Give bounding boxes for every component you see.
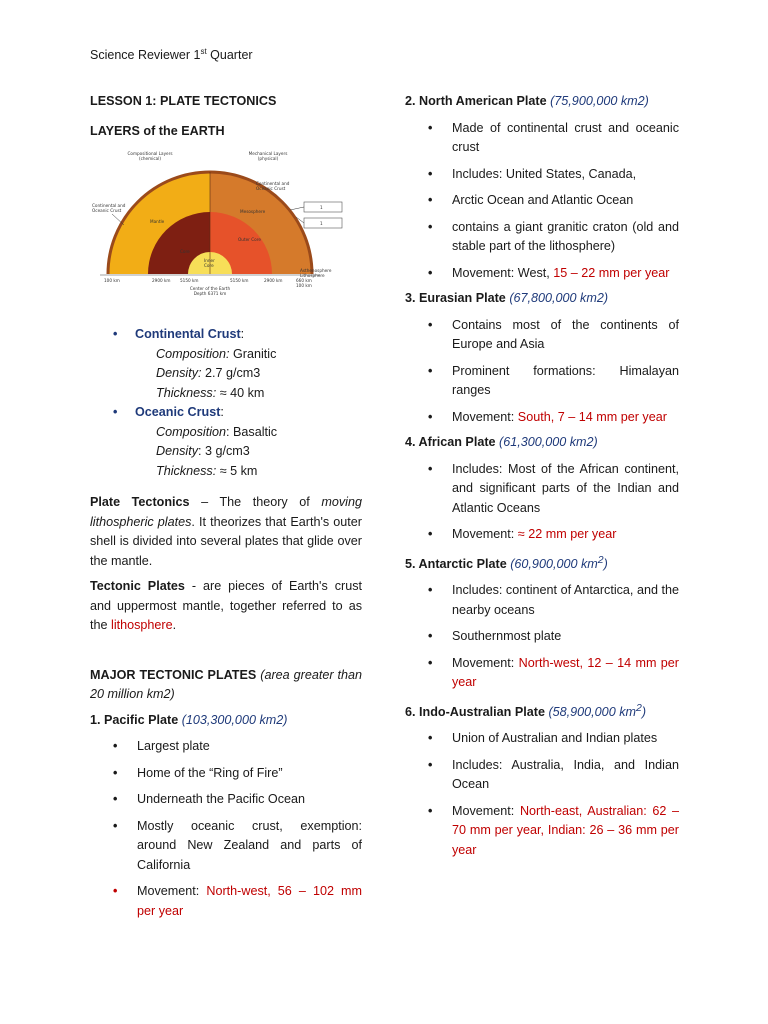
diagram-label-outer-core: Outer Core xyxy=(238,237,261,242)
diagram-label-core: Core xyxy=(180,249,190,254)
diagram-tick-2900: 2900 km xyxy=(152,278,171,283)
earth-layers-diagram xyxy=(90,147,362,323)
diagram-callout-box-1-text: 1 xyxy=(320,205,323,210)
list-item: • Includes: Most of the African continent, and significant parts of the Indian and Atlantic Oceans xyxy=(405,460,679,519)
diagram-tick-100: 100 km xyxy=(104,278,120,283)
left-column xyxy=(90,92,362,921)
pacific-plate-title: 1. Pacific Plate (103,300,000 km2) xyxy=(90,712,288,727)
diagram-label-compositional: Compositional Layers xyxy=(127,151,173,156)
list-item-movement: • Movement: North-west, 56 – 102 mm per year xyxy=(90,882,362,921)
diagram-tick-right-5150: 5150 km xyxy=(230,278,249,283)
list-item-movement: • Movement: South, 7 – 14 mm per year xyxy=(405,408,679,428)
indo-australian-plate-title: 6. Indo-Australian Plate (58,900,000 $km^2$) xyxy=(405,701,647,719)
list-item: • Mostly oceanic crust, exemption: around New Zealand and parts of California xyxy=(90,817,362,876)
african-plate-list xyxy=(405,460,679,545)
indo-australian-plate-list xyxy=(405,729,679,860)
oceanic-crust-details: Composition: Basaltic Density: 3 g/cm3 Thickness: ≈ 5 km xyxy=(156,424,278,478)
list-item-movement: • Movement: North-east, Australian: 62 – 70 mm per year, Indian: 26 – 36 mm per year xyxy=(405,802,679,861)
diagram-label-inner-core: Inner xyxy=(204,258,215,263)
list-item: • Includes: Australia, India, and Indian Ocean xyxy=(405,756,679,795)
diagram-label-mesosphere: Mesosphere xyxy=(240,209,266,214)
list-item: • Includes: United States, Canada, xyxy=(405,165,679,185)
continental-crust-details: Composition: Granitic Density: 2.7 g/cm3 Thickness: ≈ 40 km xyxy=(156,346,277,400)
list-item: • Largest plate xyxy=(90,737,362,757)
list-item-movement: • Movement: West, 15 – 22 mm per year xyxy=(405,264,679,284)
diagram-label-compositional-sub: (chemical) xyxy=(138,156,162,161)
diagram-label-asthenosphere: Asthenosphere xyxy=(300,268,332,273)
diagram-label-continental-right-2: Oceanic Crust xyxy=(256,186,286,191)
diagram-label-center-depth: Depth 6371 km xyxy=(193,291,227,296)
page-header: Science Reviewer 1st Quarter xyxy=(90,47,253,63)
list-item-movement: • Movement: North-west, 12 – 14 mm per year xyxy=(405,654,679,693)
list-item-movement: • Movement: ≈ 22 mm per year xyxy=(405,525,679,545)
oceanic-crust-list xyxy=(90,403,362,423)
diagram-callout-box-2 xyxy=(304,218,342,228)
diagram-callout-box-1 xyxy=(304,202,342,212)
eurasian-plate-title: 3. Eurasian Plate (67,800,000 km2) xyxy=(405,291,609,305)
list-item: • Contains most of the continents of Europe and Asia xyxy=(405,316,679,355)
diagram-label-mechanical: Mechanical Layers xyxy=(248,151,288,156)
list-item: • Made of continental crust and oceanic crust xyxy=(405,119,679,158)
antarctic-plate-title: 5. Antarctic Plate (60,900,000 $km^2$) xyxy=(405,553,608,571)
list-item: • Prominent formations: Himalayan ranges xyxy=(405,362,679,401)
antarctic-plate-list xyxy=(405,581,679,693)
lesson-title: LESSON 1: PLATE TECTONICS xyxy=(90,94,277,108)
diagram-tick-right-100: 100 km xyxy=(296,283,312,288)
diagram-label-center: Center of the Earth xyxy=(189,286,231,291)
african-plate-title: 4. African Plate (61,300,000 km2) xyxy=(405,435,598,449)
diagram-label-lithosphere: Lithosphere xyxy=(300,273,325,278)
continental-crust-item: • Continental Crust: xyxy=(90,325,362,345)
eurasian-plate-list xyxy=(405,316,679,428)
north-american-plate-title: 2. North American Plate (75,900,000 km2) xyxy=(405,94,649,108)
diagram-tick-660: 660 km xyxy=(296,278,312,283)
diagram-callout-box-2-text: 1 xyxy=(320,221,323,226)
diagram-label-continental-left: Continental and xyxy=(92,203,126,208)
list-item: • Includes: continent of Antarctica, and the nearby oceans xyxy=(405,581,679,620)
list-item: • Arctic Ocean and Atlantic Ocean xyxy=(405,191,679,211)
list-item: • Home of the “Ring of Fire” xyxy=(90,764,362,784)
diagram-label-mantle: Mantle xyxy=(150,219,165,224)
tectonic-plates-definition: Tectonic Plates - are pieces of Earth's crust and uppermost mantle, together referred to as the lithosphere. xyxy=(90,579,363,632)
diagram-tick-right-2900: 2900 km xyxy=(264,278,283,283)
diagram-label-mechanical-sub: (physical) xyxy=(257,156,279,161)
list-item: • contains a giant granitic craton (old and stable part of the lithosphere) xyxy=(405,218,679,257)
list-item: • Union of Australian and Indian plates xyxy=(405,729,679,749)
crust-list xyxy=(90,325,362,345)
right-column xyxy=(405,92,679,860)
layers-heading: LAYERS of the EARTH xyxy=(90,123,225,138)
list-item: • Southernmost plate xyxy=(405,627,679,647)
list-item: • Underneath the Pacific Ocean xyxy=(90,790,362,810)
plate-tectonics-definition: Plate Tectonics – The theory of moving lithospheric plates. It theorizes that Earth's outer shell is divided into several plates that glide over the mantle. xyxy=(90,495,362,568)
diagram-tick-5150: 5150 km xyxy=(180,278,199,283)
major-plates-heading: MAJOR TECTONIC PLATES (area greater than 20 million km2) xyxy=(90,667,362,701)
diagram-label-continental-left-2: Oceanic Crust xyxy=(92,208,122,213)
north-american-plate-list xyxy=(405,119,679,284)
pacific-plate-list xyxy=(90,737,362,921)
oceanic-crust-item: • Oceanic Crust: xyxy=(90,403,362,423)
diagram-label-inner-core-2: Core xyxy=(204,263,214,268)
diagram-label-continental-right: Continental and xyxy=(256,181,290,186)
